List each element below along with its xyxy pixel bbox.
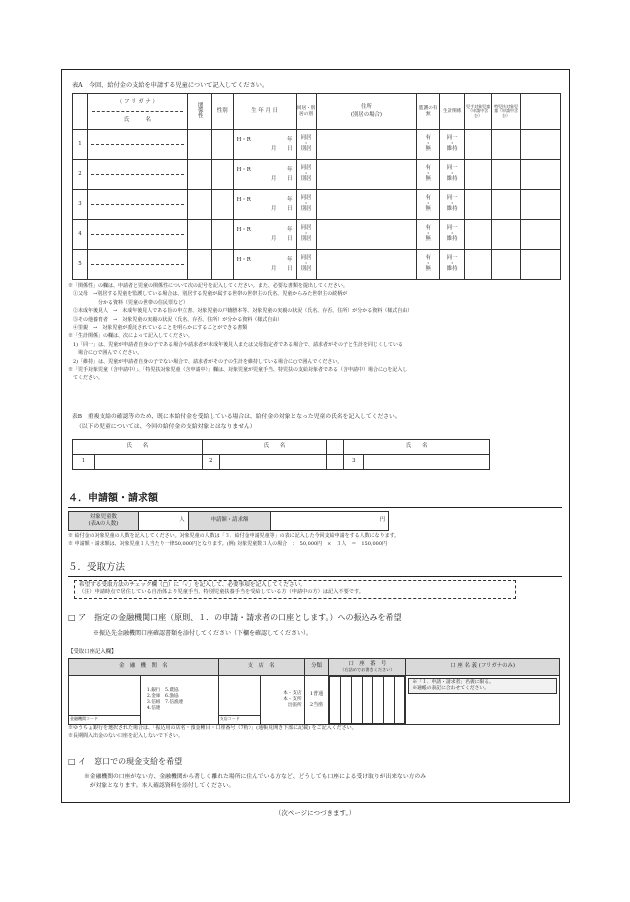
- livelihood-field[interactable]: 同一 ・ 維持: [440, 130, 465, 160]
- child-allowance-field[interactable]: [465, 130, 492, 160]
- table-b: [72, 439, 490, 470]
- month-day-label: 月 日: [270, 145, 293, 152]
- branch-name-field[interactable]: [218, 676, 260, 725]
- year-label: 年: [287, 257, 293, 264]
- category-header: 分類: [304, 659, 329, 676]
- amount-unit: 円: [379, 517, 385, 524]
- relation-field[interactable]: [187, 190, 211, 220]
- bank-name-field[interactable]: [69, 676, 141, 725]
- table-a-note: ②未成年後見人 → 未成年後見人である旨の申立書、対象児童の戸籍謄本等、対象児童の実親の状況（氏名、存否、住所）が分かる資料（様式自由）: [68, 308, 413, 315]
- birthdate-field[interactable]: [233, 250, 296, 280]
- table-b-subtitle: （以下の児童については、今回の給付金の支給対象とはなりません）: [76, 424, 256, 430]
- table-b-header-2: 氏 名: [202, 440, 327, 455]
- address-field[interactable]: [316, 190, 417, 220]
- table-a-row: [73, 250, 561, 280]
- table-a-note: ④里親 → 対象児童が委託されていることを明らかにすることができる書類: [68, 325, 248, 332]
- era-label: H・R: [236, 167, 251, 174]
- birth-header: 生 年 月 日: [233, 94, 296, 130]
- row-number: 4: [73, 220, 88, 250]
- table-b-header-1: 氏 名: [73, 440, 203, 455]
- special-child-field[interactable]: [492, 250, 521, 280]
- table-b-num-2: 2: [202, 455, 219, 470]
- table-b-name-1[interactable]: [94, 455, 202, 470]
- relation-field[interactable]: [187, 220, 211, 250]
- child-count-unit: 人: [179, 517, 185, 524]
- category-ordinary[interactable]: 1普通: [309, 691, 324, 697]
- option-a-note: ※振込先金融機関口座確認書類を添付してください（下欄を確認してください）。: [93, 630, 313, 637]
- special-child-field[interactable]: [492, 130, 521, 160]
- special-child-field[interactable]: [492, 190, 521, 220]
- instruction-box: [74, 580, 516, 599]
- table-b-name-3[interactable]: [364, 455, 490, 470]
- table-a: [72, 93, 561, 280]
- address-field[interactable]: [316, 220, 417, 250]
- table-a-note: ①父母 →別居する児童を監護している場合は、別居する児童が属する世帯の世帯主の氏名、児童からみた世帯主の続柄が: [68, 291, 348, 298]
- section-4-note-2: ※ 申請額・請求額は、対象児童１人当たり一律50,000円となります。(例) 対象児童数３人の場合 ： 50,000円 × ３人 ＝ 150,000円: [68, 541, 388, 547]
- child-count-label: 対象児童数: [89, 513, 117, 520]
- table-b-num-1: 1: [73, 455, 95, 470]
- bank-section-caption: 【受取口座記入欄】: [68, 649, 117, 655]
- section-4-rule: [68, 507, 562, 508]
- bank-note-1: ※ゆうちょ銀行を選択された場合は、「振込用の店名・預金種目・口座番号（7桁）」(通帳見開き下部に記載) をご記入ください。: [68, 725, 357, 731]
- table-a-note: てください。: [68, 375, 104, 382]
- child-name-field[interactable]: [87, 130, 187, 160]
- category-checking[interactable]: 2当座: [309, 702, 324, 708]
- era-label: H・R: [236, 227, 251, 234]
- custody-field[interactable]: 有 ・ 無: [417, 160, 440, 190]
- cohab-field[interactable]: 同居 ・ 別居: [296, 160, 316, 190]
- year-label: 年: [287, 137, 293, 144]
- section-4-title: ４．申請額・請求額: [68, 493, 158, 504]
- custody-header: 監護の有無: [417, 94, 440, 130]
- name-label: 氏 名: [123, 117, 151, 123]
- account-number-header: 口 座 番 号: [348, 660, 387, 667]
- livelihood-field[interactable]: 同一 ・ 維持: [440, 190, 465, 220]
- bank-name-header: 金 融 機 関 名: [69, 659, 219, 676]
- option-b-note-2: が対象となります。本人確認資料を添付してください。: [84, 783, 235, 789]
- cohab-header: 同居・別居の別: [296, 94, 316, 130]
- table-a-notes: [68, 282, 568, 383]
- birthdate-field[interactable]: [233, 220, 296, 250]
- amount-field[interactable]: [271, 512, 389, 531]
- option-b-note-1: ※金融機関の口座がない方、金融機関から著しく離れた場所に住んでいる方など、どうしても口座による受け取りが出来ない方のみ: [84, 774, 427, 780]
- table-b-header-3: 氏 名: [344, 440, 490, 455]
- bank-code-label: 金融機関コード: [70, 716, 98, 721]
- option-b-cash[interactable]: □ イ 窓口での現金支給を希望: [68, 757, 183, 766]
- holder-note-1: ※「１．申請・請求者」名義に限る。: [412, 680, 494, 685]
- account-number-subheader: （右詰めでお書きください）: [340, 666, 395, 672]
- relation-header: 関係性: [196, 101, 203, 119]
- branch-name-header: 支 店 名: [218, 659, 304, 676]
- month-day-label: 月 日: [270, 265, 293, 272]
- livelihood-field[interactable]: 同一 ・ 維持: [440, 160, 465, 190]
- table-a-title: 表A 今回、給付金の支給を申請する児童について記入してください。: [72, 82, 269, 89]
- table-a-row: [73, 220, 561, 250]
- section-5-rule: [68, 576, 562, 577]
- table-b-name-2[interactable]: [219, 455, 327, 470]
- account-number-boxes[interactable]: [329, 676, 406, 725]
- child-name-field[interactable]: [87, 190, 187, 220]
- bank-account-table: [68, 658, 560, 725]
- account-holder-field[interactable]: [406, 676, 560, 725]
- sex-field[interactable]: [211, 250, 233, 280]
- birthdate-field[interactable]: [233, 160, 296, 190]
- table-a-row: [73, 190, 561, 220]
- month-day-label: 月 日: [270, 175, 293, 182]
- custody-field[interactable]: 有 ・ 無: [417, 130, 440, 160]
- child-allowance-field[interactable]: [465, 190, 492, 220]
- special-child-field[interactable]: [492, 220, 521, 250]
- custody-field[interactable]: 有 ・ 無: [417, 220, 440, 250]
- address-field[interactable]: [316, 160, 417, 190]
- table-a-note: ※「関係性」の欄は、申請者と児童の関係性について次の記号を記入してください。また、必要な書類を提出してください。: [68, 283, 348, 289]
- livelihood-field[interactable]: 同一 ・ 維持: [440, 220, 465, 250]
- table-a-note: 場合に○で囲んでください。: [68, 350, 143, 357]
- child-count-sublabel: (表Aの人数): [88, 521, 119, 527]
- birthdate-field[interactable]: [233, 130, 296, 160]
- table-a-note: ※「児手対象児童（含申請中）」、「特児扶対象児童（含申請中）」欄は、対象児童が児童手当、特児扶の支給対象者である（含申請中）場合に○を記入し: [68, 367, 408, 374]
- instruction-line-1: 希望する受取方法のチェック欄（□）に「✓」を記入して、必要事項を記入してください。: [79, 582, 306, 588]
- table-a-note: ※「生計関係」の欄は、次によって記入してください。: [68, 333, 194, 340]
- amount-table: [68, 511, 389, 531]
- address-sub-header: (別居の場合): [350, 111, 382, 118]
- year-label: 年: [287, 197, 293, 204]
- era-label: H・R: [236, 257, 251, 264]
- relation-field[interactable]: [187, 130, 211, 160]
- row-number: 2: [73, 160, 88, 190]
- custody-field[interactable]: 有 ・ 無: [417, 250, 440, 280]
- address-header: 住所: [361, 104, 372, 111]
- child-allowance-field[interactable]: [465, 160, 492, 190]
- row-number: 5: [73, 250, 88, 280]
- option-a-bank-transfer[interactable]: □ ア 指定の金融機関口座（原則、１．の申請・請求者の口座とします。）への振込みを希望: [68, 613, 402, 622]
- amount-label: 申請額・請求額: [188, 512, 271, 531]
- account-holder-header: 口 座 名 義 (フリガナのみ): [406, 659, 560, 676]
- cohab-field[interactable]: 同居 ・ 別居: [296, 220, 316, 250]
- bank-note-2: ※長期間入出金のない口座を記入しないで下さい。: [68, 733, 184, 739]
- relation-field[interactable]: [187, 250, 211, 280]
- year-label: 年: [287, 227, 293, 234]
- table-a-row: [73, 130, 561, 160]
- bank-type-options[interactable]: 1.銀行 5.農協 2.金庫 6.漁協 3.信組 7.信漁連 4.信連: [140, 676, 218, 725]
- sex-field[interactable]: [211, 130, 233, 160]
- month-day-label: 月 日: [270, 205, 293, 212]
- table-a-note: ③その他養育者 → 対象児童の実親の状況（氏名、存否、住所）が分かる資料（様式自由）: [68, 316, 283, 323]
- sex-field[interactable]: [211, 160, 233, 190]
- livelihood-field[interactable]: 同一 ・ 維持: [440, 250, 465, 280]
- cohab-field[interactable]: 同居 ・ 別居: [296, 250, 316, 280]
- special-child-header: 特児扶対象児童（申請中含む）: [492, 94, 521, 130]
- month-day-label: 月 日: [270, 235, 293, 242]
- child-name-field[interactable]: [87, 220, 187, 250]
- child-allowance-header: 児手対象児童（申請中含む）: [465, 94, 492, 130]
- cohab-field[interactable]: 同居 ・ 別居: [296, 190, 316, 220]
- instruction-line-2: （注）申請時点で居住している自治体より児童手当、特別児童扶養手当を受給している方（申請中の方）は記入不要です。: [79, 589, 364, 596]
- furigana-label: （ フ リ ガ ナ ）: [116, 98, 158, 105]
- child-name-field[interactable]: [87, 160, 187, 190]
- table-a-note: 2)「維持」は、児童が申請者自身の子でない場合で、請求者がその子の生計を維持している場合に○で囲んでください。: [68, 358, 343, 365]
- era-label: H・R: [236, 137, 251, 144]
- section-5-title: ５．受取方法: [68, 562, 126, 573]
- child-allowance-field[interactable]: [465, 220, 492, 250]
- address-field[interactable]: [316, 250, 417, 280]
- table-a-note: 分かる資料（児童の世帯の住民票など）: [68, 299, 189, 306]
- birthdate-field[interactable]: [233, 190, 296, 220]
- table-a-row: [73, 160, 561, 190]
- holder-note-2: ※通帳の表記に合わせてください。: [412, 686, 490, 692]
- year-label: 年: [287, 167, 293, 174]
- child-allowance-field[interactable]: [465, 250, 492, 280]
- sex-field[interactable]: [211, 220, 233, 250]
- livelihood-header: 生計関係: [440, 94, 465, 130]
- special-child-field[interactable]: [492, 160, 521, 190]
- relation-field[interactable]: [187, 160, 211, 190]
- child-count-field[interactable]: [138, 512, 188, 531]
- row-number: 3: [73, 190, 88, 220]
- section-4-note-1: ※ 給付金の対象児童の人数を記入してください。対象児童の人数は「３．給付金申請児童等」の表に記入した今回支給申請をする人数になります。: [68, 533, 400, 539]
- sex-header: 性別: [211, 94, 233, 130]
- child-name-field[interactable]: [87, 250, 187, 280]
- continued-footer: （次ページにつづきます。）: [274, 809, 356, 817]
- custody-field[interactable]: 有 ・ 無: [417, 190, 440, 220]
- table-b-num-3: 3: [344, 455, 364, 470]
- era-label: H・R: [236, 197, 251, 204]
- branch-type-options[interactable]: 本・支店 本・支所 出張所: [260, 676, 304, 725]
- row-number: 1: [73, 130, 88, 160]
- address-field[interactable]: [316, 130, 417, 160]
- cohab-field[interactable]: 同居 ・ 別居: [296, 130, 316, 160]
- table-b-title: 表B 重複支給の確認等のため、既に本給付金を受給している場合は、給付金の対象となった児童の氏名を記入してください。: [72, 414, 401, 420]
- branch-code-label: 支店コード: [219, 716, 240, 721]
- sex-field[interactable]: [211, 190, 233, 220]
- table-a-note: 1)「同一」は、児童が申請者自身の子である場合や請求者が未成年後見人または父母指定者である場合で、請求者がその子と生計を同じくしている: [68, 341, 404, 348]
